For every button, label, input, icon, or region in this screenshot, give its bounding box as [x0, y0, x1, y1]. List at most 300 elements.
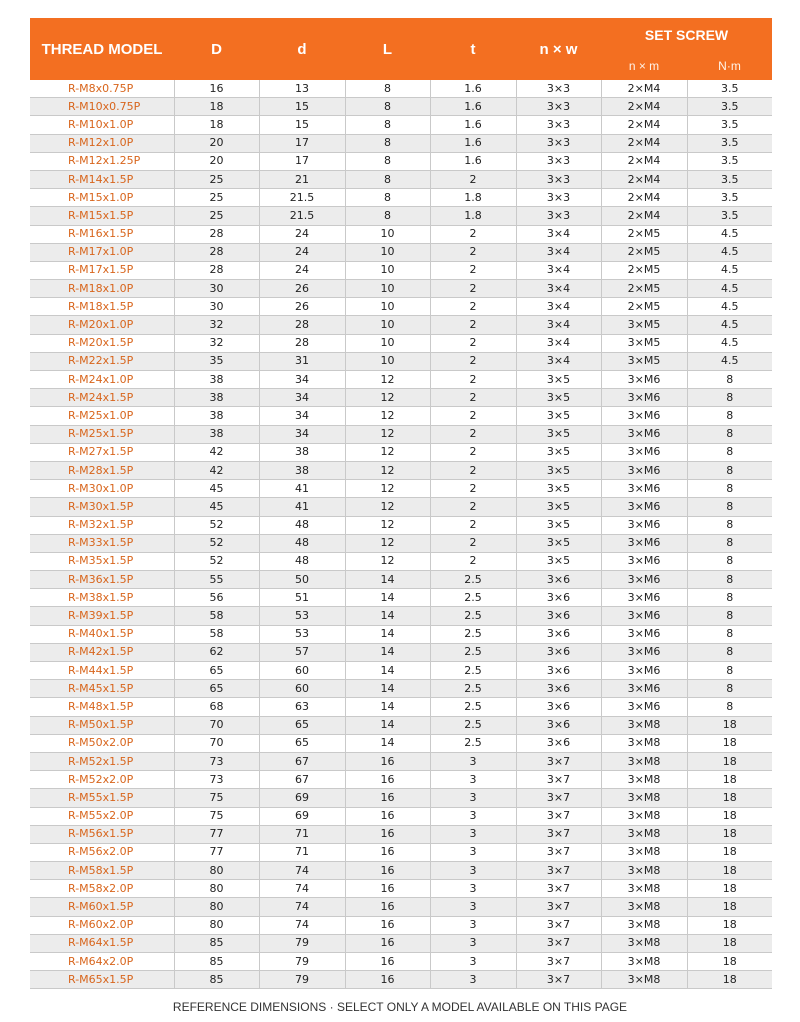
cell-t: 2.5 [430, 662, 516, 680]
cell-set-nxm: 3×M6 [601, 589, 687, 607]
cell-model: R-M64x1.5P [30, 934, 174, 952]
cell-t: 1.8 [430, 207, 516, 225]
cell-model: R-M56x2.0P [30, 843, 174, 861]
cell-D: 25 [174, 207, 259, 225]
cell-set-nxm: 2×M4 [601, 134, 687, 152]
table-row [30, 698, 772, 716]
cell-nxw: 3×6 [516, 625, 601, 643]
cell-t: 2.5 [430, 571, 516, 589]
cell-D: 18 [174, 98, 259, 116]
header-thread-model: THREAD MODEL [30, 18, 174, 80]
cell-d: 31 [259, 352, 345, 370]
header-nxw: n × w [516, 18, 601, 80]
cell-set-nxm: 3×M5 [601, 316, 687, 334]
cell-d: 17 [259, 134, 345, 152]
cell-D: 16 [174, 80, 259, 98]
cell-model: R-M45x1.5P [30, 680, 174, 698]
header-set-screw: SET SCREW [601, 18, 772, 52]
cell-t: 2 [430, 261, 516, 279]
cell-set-torque: 3.5 [687, 189, 772, 207]
cell-D: 30 [174, 298, 259, 316]
cell-d: 38 [259, 443, 345, 461]
cell-set-nxm: 3×M5 [601, 334, 687, 352]
cell-L: 14 [345, 571, 430, 589]
cell-t: 2 [430, 407, 516, 425]
header-D: D [174, 18, 259, 80]
table-row [30, 771, 772, 789]
cell-D: 75 [174, 807, 259, 825]
cell-t: 2.5 [430, 607, 516, 625]
cell-model: R-M35x1.5P [30, 552, 174, 570]
cell-L: 12 [345, 443, 430, 461]
cell-model: R-M17x1.5P [30, 261, 174, 279]
cell-L: 12 [345, 425, 430, 443]
cell-model: R-M40x1.5P [30, 625, 174, 643]
cell-L: 14 [345, 662, 430, 680]
cell-set-torque: 4.5 [687, 316, 772, 334]
cell-model: R-M44x1.5P [30, 662, 174, 680]
cell-set-torque: 8 [687, 662, 772, 680]
cell-set-nxm: 3×M6 [601, 625, 687, 643]
cell-model: R-M55x1.5P [30, 789, 174, 807]
cell-t: 2 [430, 352, 516, 370]
cell-d: 24 [259, 243, 345, 261]
cell-set-nxm: 3×M6 [601, 552, 687, 570]
table-row [30, 98, 772, 116]
cell-d: 28 [259, 334, 345, 352]
cell-D: 38 [174, 407, 259, 425]
cell-L: 12 [345, 480, 430, 498]
cell-nxw: 3×5 [516, 498, 601, 516]
cell-set-nxm: 3×M6 [601, 662, 687, 680]
cell-d: 74 [259, 916, 345, 934]
cell-D: 55 [174, 571, 259, 589]
cell-set-torque: 8 [687, 371, 772, 389]
cell-nxw: 3×7 [516, 971, 601, 989]
table-row [30, 116, 772, 134]
cell-d: 48 [259, 516, 345, 534]
cell-nxw: 3×5 [516, 443, 601, 461]
cell-set-nxm: 3×M8 [601, 916, 687, 934]
table-row [30, 934, 772, 952]
cell-L: 8 [345, 98, 430, 116]
cell-set-nxm: 3×M8 [601, 953, 687, 971]
cell-d: 65 [259, 734, 345, 752]
cell-D: 80 [174, 880, 259, 898]
cell-t: 3 [430, 807, 516, 825]
cell-t: 2 [430, 316, 516, 334]
cell-nxw: 3×4 [516, 261, 601, 279]
cell-model: R-M17x1.0P [30, 243, 174, 261]
cell-D: 38 [174, 389, 259, 407]
cell-nxw: 3×6 [516, 716, 601, 734]
cell-set-nxm: 3×M6 [601, 443, 687, 461]
table-row [30, 134, 772, 152]
cell-nxw: 3×6 [516, 662, 601, 680]
table-row [30, 170, 772, 188]
table-row [30, 461, 772, 479]
cell-nxw: 3×5 [516, 389, 601, 407]
cell-nxw: 3×4 [516, 334, 601, 352]
cell-set-torque: 18 [687, 971, 772, 989]
cell-set-torque: 8 [687, 680, 772, 698]
cell-set-torque: 3.5 [687, 170, 772, 188]
cell-set-torque: 3.5 [687, 134, 772, 152]
cell-nxw: 3×7 [516, 953, 601, 971]
cell-set-torque: 18 [687, 862, 772, 880]
cell-set-torque: 8 [687, 607, 772, 625]
cell-L: 14 [345, 589, 430, 607]
cell-set-nxm: 3×M8 [601, 934, 687, 952]
cell-set-torque: 4.5 [687, 298, 772, 316]
table-row [30, 480, 772, 498]
table-row [30, 589, 772, 607]
cell-d: 60 [259, 662, 345, 680]
cell-d: 34 [259, 371, 345, 389]
cell-set-torque: 8 [687, 571, 772, 589]
cell-t: 2 [430, 461, 516, 479]
table-row [30, 261, 772, 279]
table-row [30, 189, 772, 207]
cell-set-nxm: 2×M4 [601, 116, 687, 134]
cell-nxw: 3×4 [516, 225, 601, 243]
cell-model: R-M12x1.0P [30, 134, 174, 152]
cell-d: 17 [259, 152, 345, 170]
cell-D: 20 [174, 152, 259, 170]
cell-set-nxm: 3×M6 [601, 680, 687, 698]
cell-d: 15 [259, 98, 345, 116]
cell-set-torque: 18 [687, 825, 772, 843]
cell-D: 73 [174, 771, 259, 789]
cell-L: 10 [345, 261, 430, 279]
cell-D: 25 [174, 170, 259, 188]
cell-set-torque: 18 [687, 807, 772, 825]
cell-t: 2.5 [430, 643, 516, 661]
cell-L: 14 [345, 680, 430, 698]
cell-L: 16 [345, 953, 430, 971]
header-set-nxm: n × m [601, 52, 687, 80]
cell-model: R-M14x1.5P [30, 170, 174, 188]
cell-set-torque: 8 [687, 389, 772, 407]
cell-set-nxm: 3×M6 [601, 534, 687, 552]
table-row [30, 552, 772, 570]
cell-nxw: 3×7 [516, 898, 601, 916]
cell-t: 3 [430, 825, 516, 843]
cell-d: 21.5 [259, 207, 345, 225]
cell-nxw: 3×6 [516, 698, 601, 716]
cell-D: 42 [174, 461, 259, 479]
cell-L: 10 [345, 225, 430, 243]
cell-L: 10 [345, 280, 430, 298]
table-body [30, 80, 772, 989]
cell-d: 21.5 [259, 189, 345, 207]
cell-d: 24 [259, 261, 345, 279]
cell-set-torque: 4.5 [687, 225, 772, 243]
table-row [30, 825, 772, 843]
cell-L: 8 [345, 207, 430, 225]
cell-t: 3 [430, 898, 516, 916]
cell-d: 71 [259, 843, 345, 861]
cell-model: R-M39x1.5P [30, 607, 174, 625]
cell-model: R-M64x2.0P [30, 953, 174, 971]
cell-set-nxm: 2×M5 [601, 261, 687, 279]
cell-model: R-M55x2.0P [30, 807, 174, 825]
cell-model: R-M32x1.5P [30, 516, 174, 534]
cell-set-nxm: 2×M4 [601, 80, 687, 98]
table-row [30, 334, 772, 352]
cell-D: 38 [174, 371, 259, 389]
cell-nxw: 3×6 [516, 571, 601, 589]
cell-set-nxm: 2×M5 [601, 243, 687, 261]
cell-nxw: 3×7 [516, 807, 601, 825]
cell-L: 14 [345, 643, 430, 661]
cell-set-torque: 18 [687, 953, 772, 971]
cell-model: R-M27x1.5P [30, 443, 174, 461]
cell-model: R-M25x1.0P [30, 407, 174, 425]
cell-D: 80 [174, 862, 259, 880]
cell-nxw: 3×6 [516, 734, 601, 752]
cell-set-torque: 8 [687, 516, 772, 534]
cell-d: 34 [259, 407, 345, 425]
cell-model: R-M20x1.0P [30, 316, 174, 334]
table-row [30, 407, 772, 425]
cell-nxw: 3×4 [516, 280, 601, 298]
cell-set-nxm: 3×M8 [601, 862, 687, 880]
cell-set-nxm: 2×M5 [601, 280, 687, 298]
cell-d: 69 [259, 789, 345, 807]
cell-t: 2 [430, 170, 516, 188]
cell-nxw: 3×4 [516, 316, 601, 334]
cell-L: 12 [345, 389, 430, 407]
cell-t: 3 [430, 916, 516, 934]
header-set-torque: N·m [687, 52, 772, 80]
cell-model: R-M10x1.0P [30, 116, 174, 134]
cell-model: R-M18x1.0P [30, 280, 174, 298]
cell-model: R-M65x1.5P [30, 971, 174, 989]
cell-D: 28 [174, 243, 259, 261]
cell-t: 2 [430, 225, 516, 243]
cell-d: 34 [259, 389, 345, 407]
cell-t: 3 [430, 752, 516, 770]
table-row [30, 152, 772, 170]
cell-D: 70 [174, 734, 259, 752]
cell-t: 2.5 [430, 698, 516, 716]
cell-nxw: 3×5 [516, 371, 601, 389]
cell-t: 1.6 [430, 134, 516, 152]
cell-t: 2.5 [430, 589, 516, 607]
cell-nxw: 3×5 [516, 407, 601, 425]
cell-d: 79 [259, 934, 345, 952]
cell-model: R-M52x2.0P [30, 771, 174, 789]
cell-L: 12 [345, 552, 430, 570]
cell-set-torque: 4.5 [687, 352, 772, 370]
cell-t: 2.5 [430, 625, 516, 643]
cell-model: R-M8x0.75P [30, 80, 174, 98]
cell-t: 1.6 [430, 152, 516, 170]
cell-D: 70 [174, 716, 259, 734]
table-row [30, 843, 772, 861]
cell-set-nxm: 3×M6 [601, 643, 687, 661]
cell-set-torque: 8 [687, 480, 772, 498]
cell-d: 60 [259, 680, 345, 698]
footer-note: REFERENCE DIMENSIONS · SELECT ONLY A MODEL AVAILABLE ON THIS PAGE [172, 1000, 628, 1014]
cell-model: R-M25x1.5P [30, 425, 174, 443]
cell-d: 26 [259, 298, 345, 316]
cell-model: R-M60x1.5P [30, 898, 174, 916]
cell-t: 3 [430, 789, 516, 807]
cell-model: R-M24x1.0P [30, 371, 174, 389]
table-row [30, 916, 772, 934]
cell-t: 2 [430, 516, 516, 534]
cell-D: 42 [174, 443, 259, 461]
cell-nxw: 3×5 [516, 552, 601, 570]
cell-D: 52 [174, 534, 259, 552]
cell-d: 67 [259, 771, 345, 789]
cell-t: 3 [430, 971, 516, 989]
cell-L: 16 [345, 916, 430, 934]
header-L: L [345, 18, 430, 80]
cell-t: 2 [430, 534, 516, 552]
cell-set-nxm: 3×M8 [601, 843, 687, 861]
cell-model: R-M58x2.0P [30, 880, 174, 898]
cell-D: 85 [174, 953, 259, 971]
cell-t: 2 [430, 480, 516, 498]
cell-set-torque: 4.5 [687, 243, 772, 261]
cell-t: 2 [430, 280, 516, 298]
cell-model: R-M18x1.5P [30, 298, 174, 316]
cell-d: 38 [259, 461, 345, 479]
cell-model: R-M58x1.5P [30, 862, 174, 880]
cell-set-torque: 18 [687, 771, 772, 789]
cell-model: R-M15x1.5P [30, 207, 174, 225]
cell-d: 74 [259, 898, 345, 916]
cell-nxw: 3×6 [516, 607, 601, 625]
cell-set-nxm: 3×M6 [601, 516, 687, 534]
table-row [30, 680, 772, 698]
table-row [30, 516, 772, 534]
cell-D: 73 [174, 752, 259, 770]
cell-L: 10 [345, 334, 430, 352]
cell-L: 16 [345, 934, 430, 952]
table-row [30, 534, 772, 552]
cell-set-nxm: 3×M6 [601, 371, 687, 389]
cell-d: 50 [259, 571, 345, 589]
cell-D: 62 [174, 643, 259, 661]
table-row [30, 225, 772, 243]
table-header [30, 18, 772, 80]
cell-set-nxm: 3×M6 [601, 407, 687, 425]
cell-set-nxm: 3×M6 [601, 389, 687, 407]
cell-t: 2 [430, 334, 516, 352]
cell-d: 53 [259, 625, 345, 643]
cell-D: 68 [174, 698, 259, 716]
cell-model: R-M52x1.5P [30, 752, 174, 770]
cell-nxw: 3×7 [516, 825, 601, 843]
cell-L: 8 [345, 116, 430, 134]
cell-set-nxm: 3×M6 [601, 571, 687, 589]
cell-L: 16 [345, 898, 430, 916]
cell-L: 10 [345, 352, 430, 370]
table-row [30, 316, 772, 334]
cell-set-torque: 8 [687, 625, 772, 643]
cell-D: 77 [174, 825, 259, 843]
cell-d: 21 [259, 170, 345, 188]
cell-nxw: 3×7 [516, 862, 601, 880]
cell-nxw: 3×7 [516, 880, 601, 898]
cell-L: 16 [345, 971, 430, 989]
cell-D: 45 [174, 480, 259, 498]
cell-d: 57 [259, 643, 345, 661]
cell-model: R-M48x1.5P [30, 698, 174, 716]
cell-D: 28 [174, 225, 259, 243]
cell-set-nxm: 3×M6 [601, 425, 687, 443]
cell-t: 3 [430, 934, 516, 952]
cell-set-nxm: 3×M5 [601, 352, 687, 370]
cell-t: 2 [430, 498, 516, 516]
cell-model: R-M56x1.5P [30, 825, 174, 843]
cell-d: 26 [259, 280, 345, 298]
cell-D: 65 [174, 662, 259, 680]
cell-nxw: 3×7 [516, 789, 601, 807]
table-row [30, 243, 772, 261]
cell-L: 16 [345, 807, 430, 825]
cell-model: R-M22x1.5P [30, 352, 174, 370]
cell-set-nxm: 3×M8 [601, 771, 687, 789]
cell-nxw: 3×5 [516, 461, 601, 479]
cell-d: 69 [259, 807, 345, 825]
cell-nxw: 3×4 [516, 298, 601, 316]
cell-d: 53 [259, 607, 345, 625]
cell-L: 8 [345, 189, 430, 207]
cell-t: 3 [430, 771, 516, 789]
cell-set-torque: 3.5 [687, 98, 772, 116]
cell-L: 12 [345, 534, 430, 552]
cell-set-torque: 8 [687, 443, 772, 461]
cell-model: R-M28x1.5P [30, 461, 174, 479]
cell-model: R-M50x1.5P [30, 716, 174, 734]
cell-nxw: 3×3 [516, 116, 601, 134]
table-row [30, 734, 772, 752]
cell-L: 16 [345, 843, 430, 861]
cell-set-nxm: 2×M5 [601, 298, 687, 316]
cell-D: 80 [174, 898, 259, 916]
cell-model: R-M33x1.5P [30, 534, 174, 552]
table-row [30, 643, 772, 661]
cell-D: 75 [174, 789, 259, 807]
cell-model: R-M12x1.25P [30, 152, 174, 170]
cell-d: 74 [259, 862, 345, 880]
cell-set-nxm: 2×M4 [601, 170, 687, 188]
cell-L: 12 [345, 371, 430, 389]
cell-L: 14 [345, 607, 430, 625]
cell-t: 2 [430, 298, 516, 316]
cell-d: 79 [259, 953, 345, 971]
cell-nxw: 3×7 [516, 934, 601, 952]
cell-t: 1.6 [430, 116, 516, 134]
table-row [30, 807, 772, 825]
cell-model: R-M16x1.5P [30, 225, 174, 243]
cell-set-nxm: 3×M8 [601, 880, 687, 898]
table-row [30, 425, 772, 443]
cell-d: 71 [259, 825, 345, 843]
cell-set-torque: 4.5 [687, 334, 772, 352]
table-row [30, 352, 772, 370]
cell-set-nxm: 3×M8 [601, 971, 687, 989]
cell-L: 14 [345, 698, 430, 716]
cell-nxw: 3×4 [516, 352, 601, 370]
cell-L: 16 [345, 862, 430, 880]
cell-d: 34 [259, 425, 345, 443]
